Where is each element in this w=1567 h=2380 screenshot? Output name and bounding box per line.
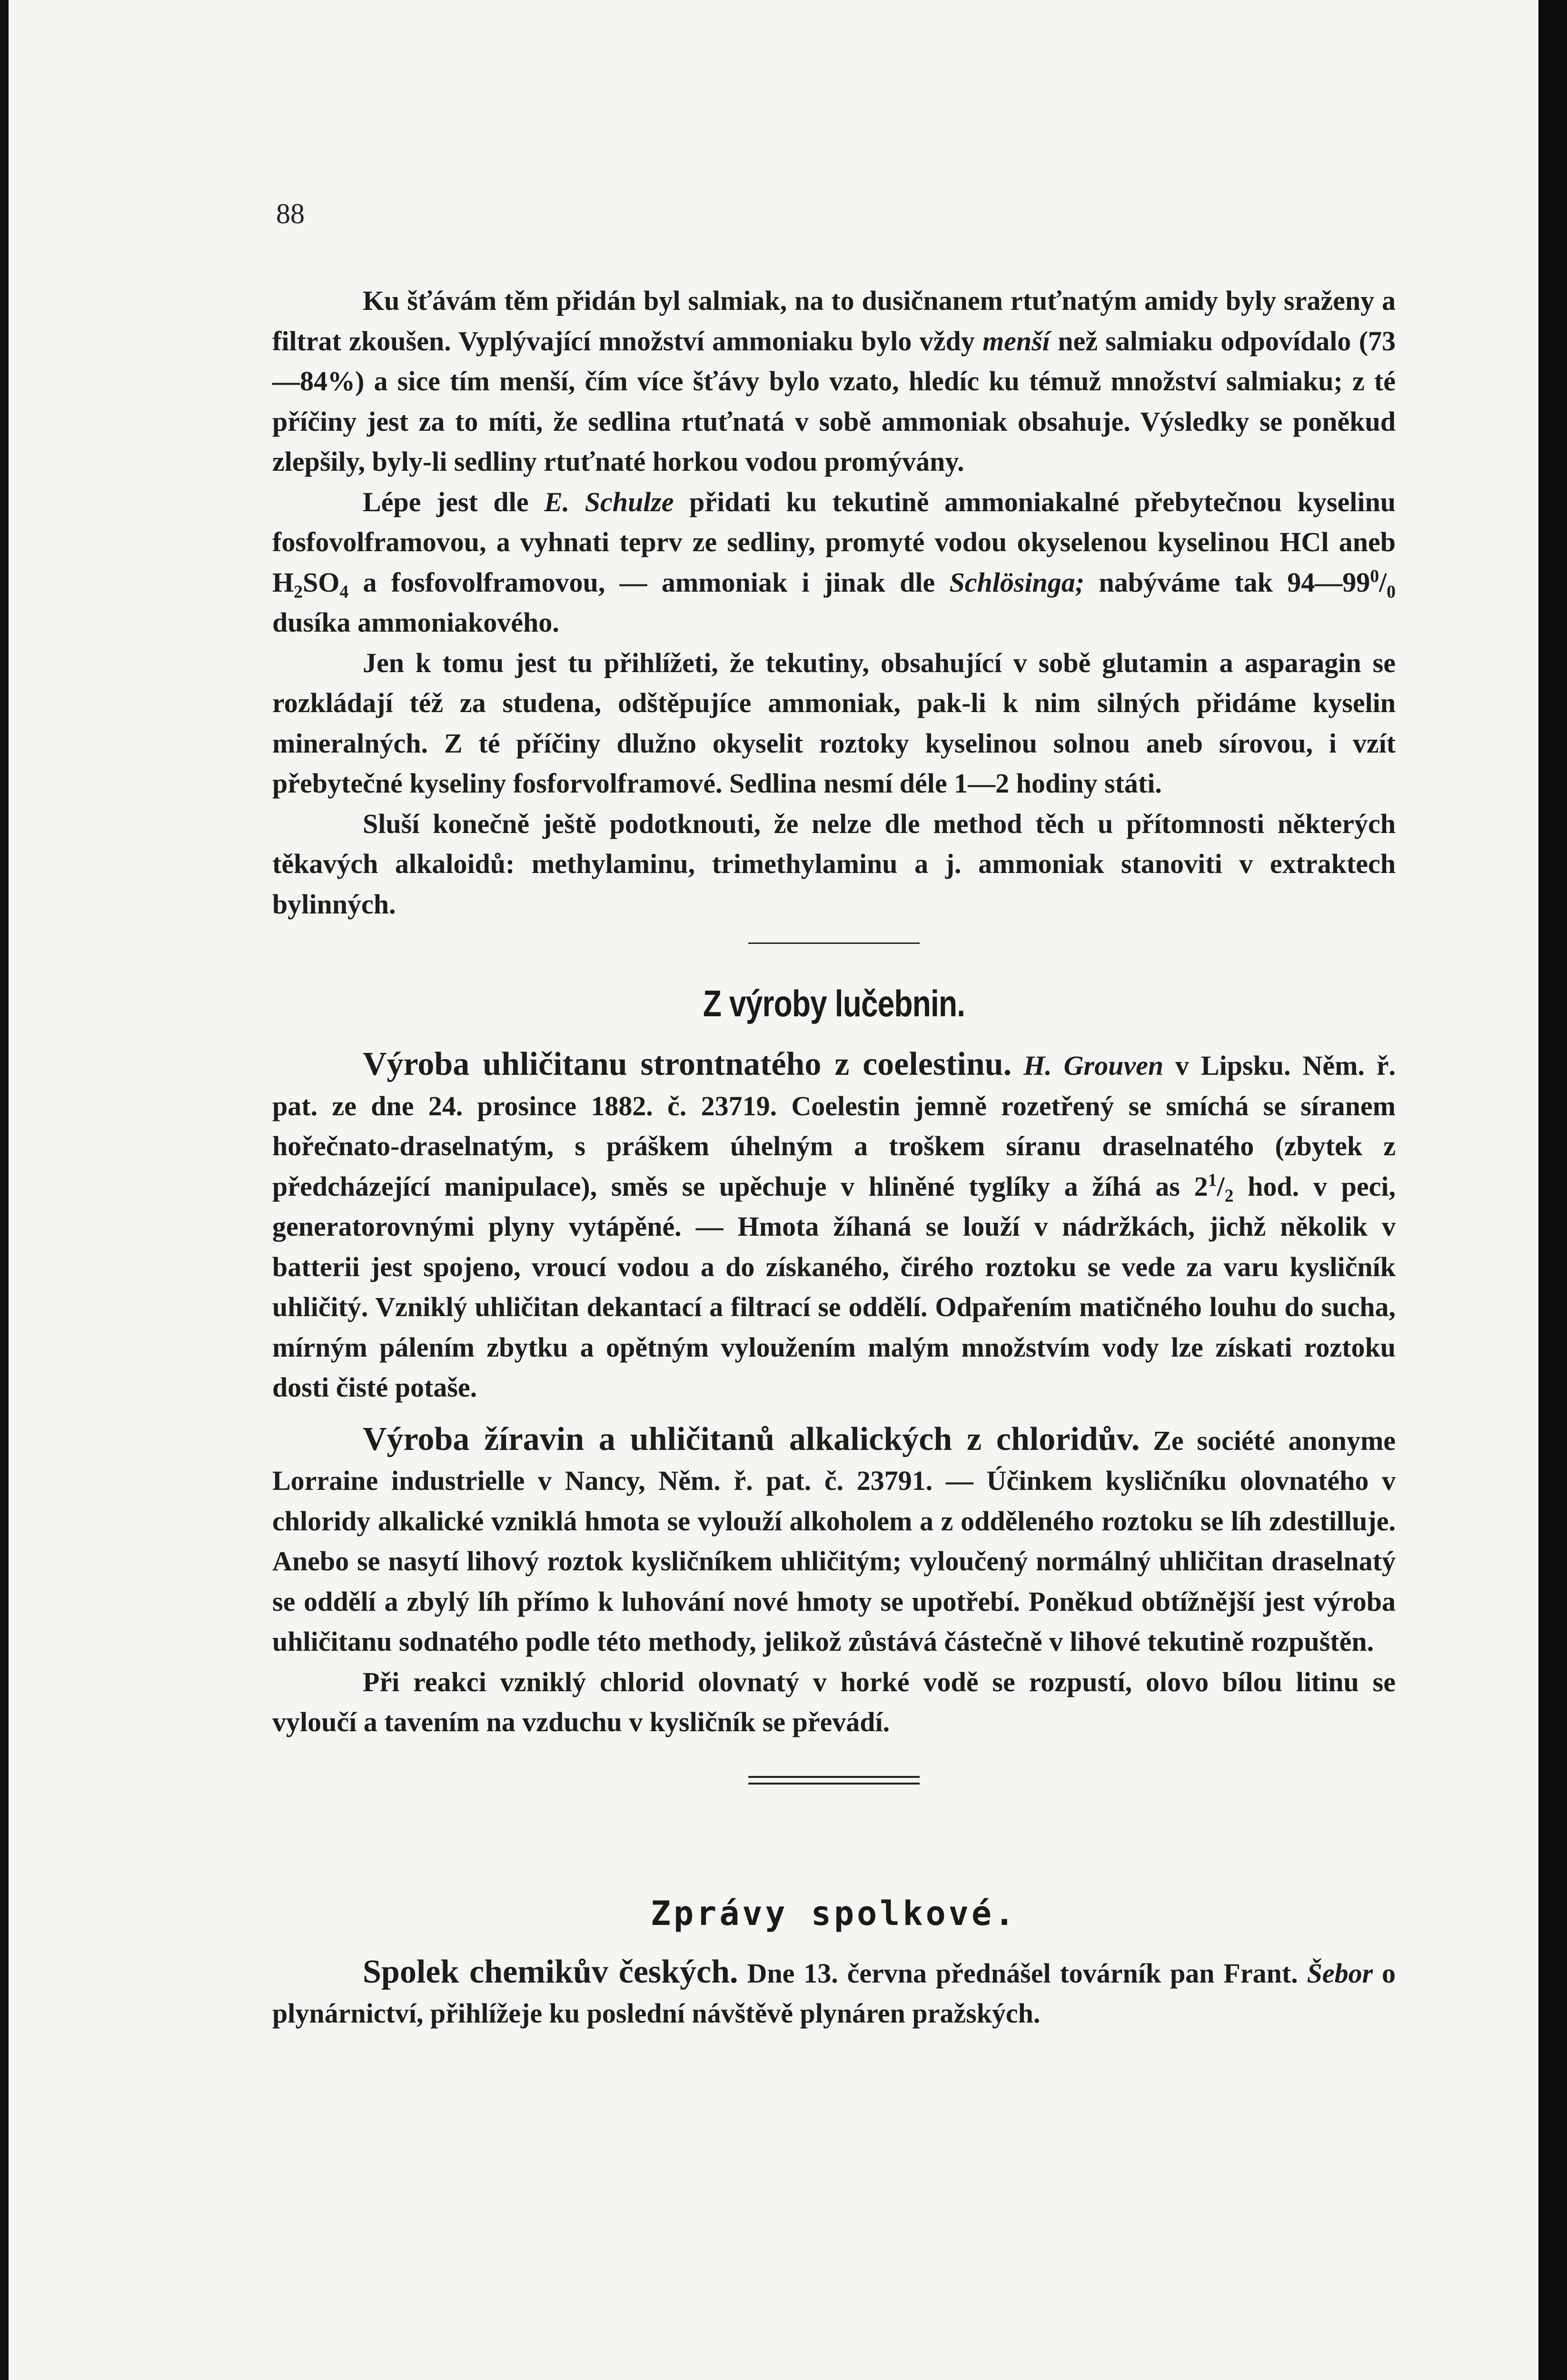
- article-2: [272, 1419, 1396, 1662]
- paragraph-2-text-c: SO: [302, 566, 340, 598]
- superscript: 0: [1370, 566, 1379, 586]
- paragraph-2-text-d: a fosfovolframovou, — ammoniak i jinak dle: [363, 566, 935, 598]
- paragraph-2-author: E. Schulze: [544, 486, 674, 517]
- article-2-continuation: Při reakci vzniklý chlorid olovnatý v horké vodě se rozpustí, olovo bílou litinu se vyloučí a tavením na vzduchu v kysličník se převádí.: [272, 1666, 1396, 1737]
- article-1-text-a: v Lipsku. Něm. ř. pat. ze dne 24. prosince 1882. č. 23719. Coelestin jemně rozetřený se smíchá se síranem hořečnato-draselnatým, s práškem úhelným a troškem síranu draselnatého (zbytek z předcházející manipulace), směs se upěchuje v hliněné tyglíky a žíhá as 2: [272, 1050, 1396, 1202]
- double-separator-rule: [748, 1776, 920, 1785]
- fraction-slash: /: [1217, 1170, 1225, 1202]
- article-1: [272, 1044, 1396, 1408]
- section-title: Z výroby lučebnin.: [703, 982, 965, 1024]
- news-item: [272, 1952, 1396, 2034]
- news-text-a: Dne 13. června přednášel továrník pan Frant.: [747, 1957, 1298, 1989]
- scan-edge-right: [1538, 0, 1567, 2380]
- superscript: 1: [1208, 1170, 1217, 1190]
- rule-line: [748, 1776, 920, 1778]
- paragraph-2-text-b: přidati ku tekutině ammoniakalné přebytečnou kyselinu fosfovolframovou, a vyhnati teprv ze sedliny, promyté vodou okyselenou kyselinou HCl aneb H: [272, 486, 1396, 598]
- article-2-text: Ze société anonyme Lorraine industrielle v Nancy, Něm. ř. pat. č. 23791. — Účinkem kysličníku olovnatého v chloridy alkalické vzniklá hmota se vylouží alkoholem a z odděleného roztoku se líh zdestilluje. Anebo se nasytí lihový roztok kysličníkem uhličitým; vyloučený normálný uhličitan draselnatý se oddělí a zbylý líh přímo k luhování nové hmoty se upotřebí. Poněkud obtížnější jest výroba uhličitanu sodnatého podle této methody, jelikož zůstává částečně v lihové tekutině rozpuštěn.: [272, 1425, 1396, 1657]
- subscript: 4: [339, 582, 349, 602]
- article-1-author: H. Grouven: [1023, 1050, 1164, 1081]
- news-heading: Spolek chemikův českých.: [363, 1953, 738, 1990]
- paragraph-2-author-2: Schlösinga;: [949, 566, 1085, 598]
- paragraph-3: Jen k tomu jest tu přihlížeti, že tekutiny, obsahující v sobě glutamin a asparagin se rozkládají též za studena, odštěpujíce ammoniak, pak-li k nim silných přidáme kyselin mineralných. Z té příčiny dlužno okyselit roztoky kyselinou solnou aneb sírovou, i vzít přebytečné kyseliny fosforvolframové. Sedlina nesmí déle 1—2 hodiny státi.: [272, 647, 1396, 799]
- article-1-heading: Výroba uhličitanu strontnatého z coelestinu.: [363, 1046, 1012, 1082]
- article-1-text-b: hod. v peci, generatorovnými plyny vytápěné. — Hmota žíhaná se louží v nádržkách, jichž několik v batterii jest spojeno, vroucí vodou a do získaného, čirého roztoku se vede za varu kysličník uhličitý. Vzniklý uhličitan dekantací a filtrací se oddělí. Odpařením matičného louhu do sucha, mírným pálením zbytku a opětným vyloužením malým množstvím vody lze získati roztoku dosti čisté potaše.: [272, 1170, 1396, 1403]
- paragraph-2-text-a: Lépe jest dle: [363, 486, 529, 517]
- paragraph-1: [272, 281, 1396, 482]
- paragraph-4: Sluší konečně ještě podotknouti, že nelze dle method těch u přítomnosti některých těkavých alkaloidů: methylaminu, trimethylaminu a j. ammoniak stanoviti v extraktech bylinných.: [272, 808, 1396, 920]
- paragraph-2-text-g: dusíka ammoniakového.: [272, 607, 559, 638]
- scan-edge-left: [0, 0, 9, 2380]
- subscript: 0: [1387, 582, 1396, 602]
- rule-line: [748, 1783, 920, 1785]
- paragraph-1-text-b: než salmiaku odpovídalo (73—84%) a sice tím menší, čím více šťávy bylo vzato, hledíc ku témuž množství salmiaku; z té příčiny jest za to míti, že sedlina rtuťnatá v sobě ammoniak obsahuje. Výsledky se poněkud zlepšily, byly-li sedliny rtuťnaté horkou vodou promývány.: [272, 325, 1396, 477]
- page-content: [272, 281, 1396, 2034]
- paragraph-2-text-e: nabýváme tak 94—99: [1099, 566, 1370, 598]
- paragraph-2: [272, 482, 1396, 643]
- subscript: 2: [294, 582, 303, 602]
- news-section-title: Zprávy spolkové.: [650, 1894, 1018, 1933]
- subscript: 2: [1224, 1186, 1234, 1206]
- news-text-b: o plynárnictví, přihlížeje ku poslední návštěvě plynáren pražských.: [272, 1957, 1396, 2029]
- article-2-heading: Výroba žíravin a uhličitanů alkalických z chloridův.: [363, 1420, 1140, 1458]
- separator-rule: [748, 942, 920, 944]
- paragraph-1-text-a: Ku šťávám těm přidán byl salmiak, na to dusičnanem rtuťnatým amidy byly sraženy a filtrat zkoušen. Vyplývající množství ammoniaku bylo vždy: [272, 285, 1396, 357]
- page-number: 88: [276, 198, 305, 229]
- fraction-slash: /: [1379, 566, 1387, 598]
- paragraph-1-emphasis: menší: [982, 325, 1050, 357]
- news-author: Šebor: [1307, 1957, 1373, 1989]
